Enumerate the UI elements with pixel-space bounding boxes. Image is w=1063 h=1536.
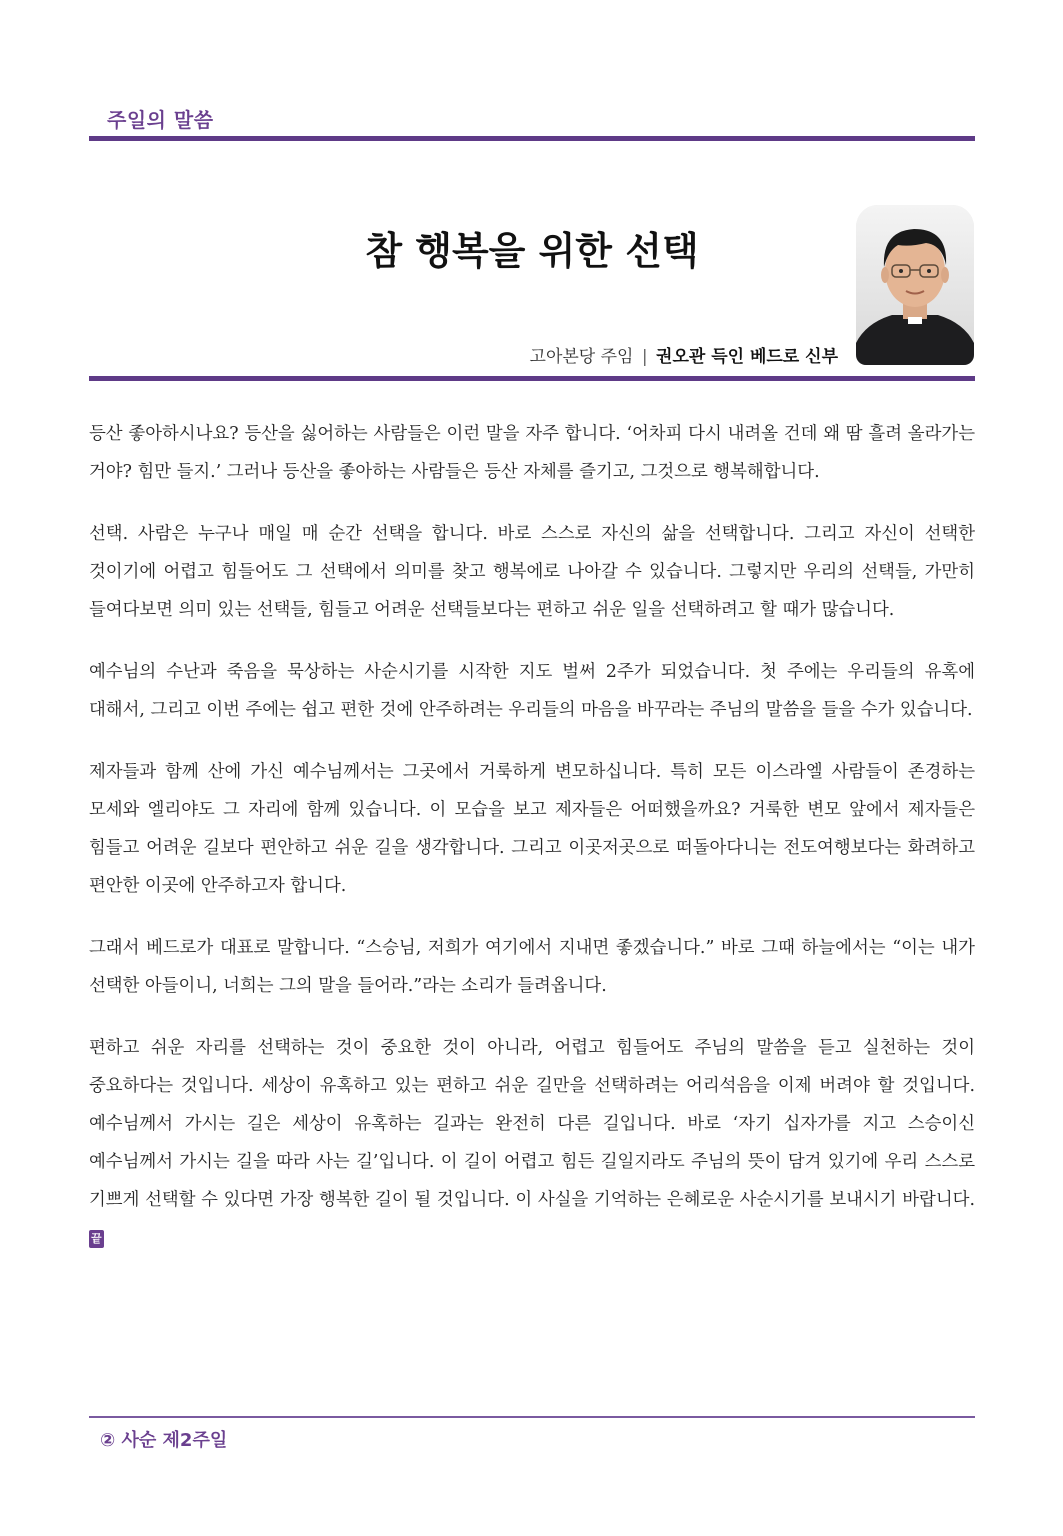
paragraph: 등산 좋아하시나요? 등산을 싫어하는 사람들은 이런 말을 자주 합니다. ‘어차피 다시 내려올 건데 왜 땀 흘려 올라가는 거야? 힘만 들지.’ 그러나 등산을 좋아하는 사람들은 등산 자체를 즐기고, 그것으로 행복해합니다. [89, 424, 975, 482]
paragraph-text: 편하고 쉬운 자리를 선택하는 것이 중요한 것이 아니라, 어렵고 힘들어도 주님의 말씀을 듣고 실천하는 것이 중요하다는 것입니다. 세상이 유혹하고 있는 편하고 쉬운 길만을 선택하려는 어리석음을 이제 버려야 할 것입니다. 예수님께서 가시는 길은 세상이 유혹하는 길과는 완전히 다른 길입니다. 바로 ‘자기 십자가를 지고 스승이신 예수님께서 가시는 길을 따라 사는 길’입니다. 이 길이 어렵고 힘든 길일지라도 주님의 뜻이 담겨 있기에 우리 스스로 기쁘게 선택할 수 있다면 가장 행복한 길이 될 것입니다. 이 사실을 기억하는 은혜로운 사순시기를 보내시기 바랍니다. [89, 1038, 975, 1210]
footer-divider [89, 1416, 975, 1418]
page-footer: ② 사순 제2주일 [100, 1430, 228, 1451]
end-mark-icon: 끝 [89, 1230, 104, 1248]
author-role: 고아본당 주임 [529, 347, 634, 367]
priest-portrait-image [856, 205, 974, 365]
byline-separator: | [641, 347, 648, 367]
title-divider [89, 376, 975, 381]
paragraph: 그래서 베드로가 대표로 말합니다. “스승님, 저희가 여기에서 지내면 좋겠습니다.” 바로 그때 하늘에서는 “이는 내가 선택한 아들이니, 너희는 그의 말을 들어라.”라는 소리가 들려옵니다. [89, 938, 975, 996]
paragraph: 예수님의 수난과 죽음을 묵상하는 사순시기를 시작한 지도 벌써 2주가 되었습니다. 첫 주에는 우리들의 유혹에 대해서, 그리고 이번 주에는 쉽고 편한 것에 안주하려는 우리들의 마음을 바꾸라는 주님의 말씀을 들을 수가 있습니다. [89, 662, 975, 720]
author-name: 권오관 득인 베드로 신부 [656, 347, 838, 367]
article-body [89, 415, 975, 1281]
article-title: 참 행복을 위한 선택 [365, 228, 699, 273]
header-divider [89, 136, 975, 141]
paragraph: 선택. 사람은 누구나 매일 매 순간 선택을 합니다. 바로 스스로 자신의 삶을 선택합니다. 그리고 자신이 선택한 것이기에 어렵고 힘들어도 그 선택에서 의미를 찾고 행복에로 나아갈 수 있습니다. 그렇지만 우리의 선택들, 가만히 들여다보면 의미 있는 선택들, 힘들고 어려운 선택들보다는 편하고 쉬운 일을 선택하려고 할 때가 많습니다. [89, 524, 975, 620]
paragraph-last [89, 1029, 975, 1257]
author-byline [530, 342, 838, 367]
section-label: 주일의 말씀 [107, 108, 214, 132]
author-photo [856, 205, 974, 365]
paragraph: 제자들과 함께 산에 가신 예수님께서는 그곳에서 거룩하게 변모하십니다. 특히 모든 이스라엘 사람들이 존경하는 모세와 엘리야도 그 자리에 함께 있습니다. 이 모습을 보고 제자들은 어떠했을까요? 거룩한 변모 앞에서 제자들은 힘들고 어려운 길보다 편안하고 쉬운 길을 생각합니다. 그리고 이곳저곳으로 떠돌아다니는 전도여행보다는 화려하고 편안한 이곳에 안주하고자 합니다. [89, 762, 975, 896]
